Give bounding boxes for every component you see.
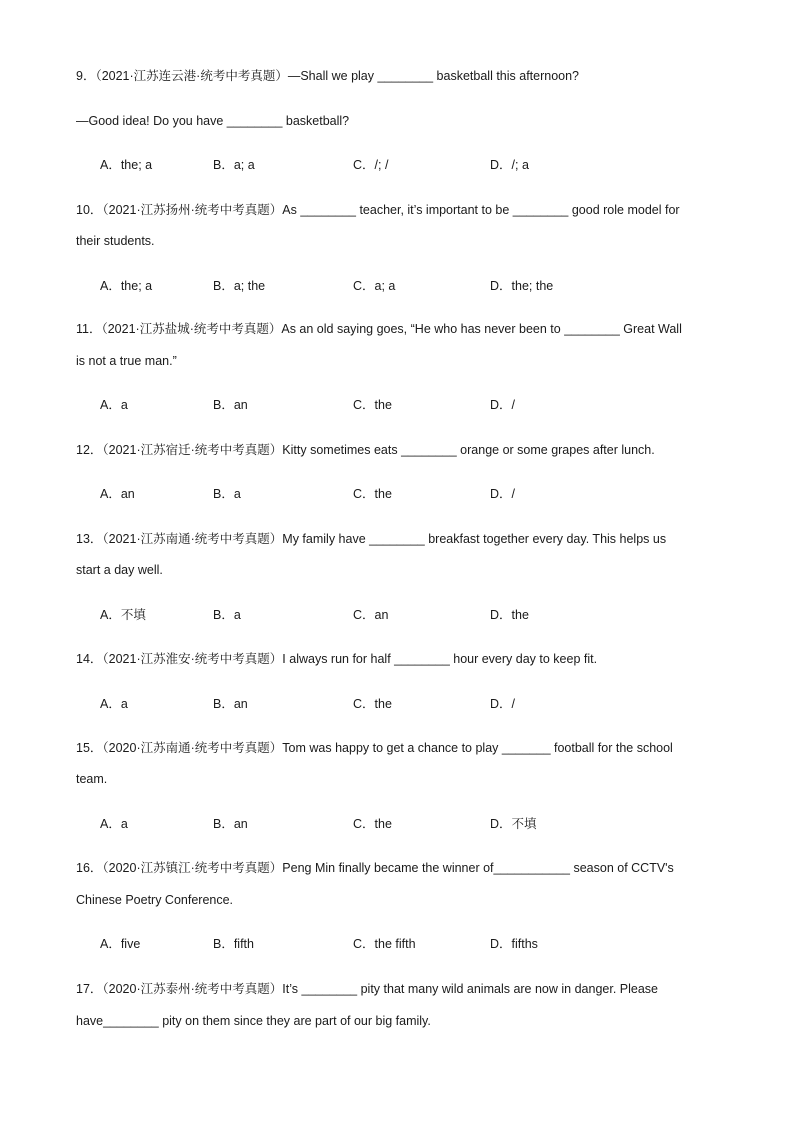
option-d[interactable]: D．the [490, 608, 529, 622]
question-text-continued: their students. [76, 234, 155, 248]
question-number: 17． [76, 982, 103, 996]
option-b[interactable]: B．an [213, 817, 248, 831]
option-b[interactable]: B．a; the [213, 279, 266, 293]
question-stem [76, 860, 674, 876]
question-text-continued: is not a true man.” [76, 354, 177, 368]
question-number: 14． [76, 652, 103, 666]
option-a[interactable]: A．不填 [100, 608, 146, 622]
question-text: My family have ________ breakfast together every day. This helps us [282, 532, 667, 546]
question-text: It’s ________ pity that many wild animals are now in danger. Please [282, 982, 658, 996]
question-source: （2021·江苏连云港·统考中考真题） [95, 69, 288, 83]
question-stem [76, 981, 658, 997]
question-stem [76, 68, 579, 84]
option-d[interactable]: D．fifths [490, 937, 538, 951]
question-source: （2021·江苏扬州·统考中考真题） [102, 203, 283, 217]
question-text-continued: Chinese Poetry Conference. [76, 893, 234, 907]
options-row [100, 607, 700, 623]
question-text-continued: have________ pity on them since they are part of our big family. [76, 1014, 431, 1028]
question-stem [76, 202, 680, 218]
question-stem [76, 321, 682, 337]
option-d[interactable]: D．/ [490, 487, 516, 501]
question-number: 11． [76, 322, 102, 336]
question-text: As ________ teacher, it’s important to be ________ good role model for [282, 203, 680, 217]
options-row [100, 486, 700, 502]
question-number: 12． [76, 443, 103, 457]
question-text: —Shall we play ________ basketball this afternoon? [287, 69, 580, 83]
question-text-continued: team. [76, 772, 108, 786]
option-a[interactable]: A．five [100, 937, 141, 951]
question-source: （2020·江苏南通·统考中考真题） [102, 741, 283, 755]
option-d[interactable]: D．/; a [490, 158, 529, 172]
options-row [100, 936, 700, 952]
question-text-continued: —Good idea! Do you have ________ basketball? [76, 114, 350, 128]
option-a[interactable]: A．an [100, 487, 135, 501]
option-c[interactable]: C．the [353, 697, 392, 711]
question-number: 10． [76, 203, 103, 217]
option-c[interactable]: C．an [353, 608, 389, 622]
options-row [100, 696, 700, 712]
option-d[interactable]: D．不填 [490, 817, 537, 831]
option-b[interactable]: B．a; a [213, 158, 255, 172]
options-row [100, 816, 700, 832]
option-c[interactable]: C．the fifth [353, 937, 416, 951]
option-d[interactable]: D．/ [490, 398, 516, 412]
question-stem [76, 531, 666, 547]
option-d[interactable]: D．the; the [490, 279, 554, 293]
option-b[interactable]: B．a [213, 487, 241, 501]
option-d[interactable]: D．/ [490, 697, 516, 711]
question-text-continued: start a day well. [76, 563, 163, 577]
question-source: （2020·江苏泰州·统考中考真题） [102, 982, 283, 996]
options-row [100, 157, 700, 173]
option-b[interactable]: B．a [213, 608, 241, 622]
question-number: 13． [76, 532, 103, 546]
option-a[interactable]: A．a [100, 398, 128, 412]
option-a[interactable]: A．the; a [100, 158, 153, 172]
question-text: Kitty sometimes eats ________ orange or some grapes after lunch. [282, 443, 655, 457]
question-source: （2020·江苏镇江·统考中考真题） [102, 861, 283, 875]
option-c[interactable]: C．/; / [353, 158, 389, 172]
question-source: （2021·江苏南通·统考中考真题） [102, 532, 283, 546]
question-stem [76, 442, 655, 458]
option-c[interactable]: C．a; a [353, 279, 396, 293]
options-row [100, 278, 700, 294]
option-a[interactable]: A．a [100, 817, 128, 831]
question-number: 16． [76, 861, 103, 875]
question-number: 9． [76, 69, 96, 83]
option-a[interactable]: A．the; a [100, 279, 153, 293]
question-text: Peng Min finally became the winner of___________ season of CCTV's [282, 861, 674, 875]
option-c[interactable]: C．the [353, 817, 392, 831]
option-a[interactable]: A．a [100, 697, 128, 711]
option-b[interactable]: B．an [213, 398, 248, 412]
question-source: （2021·江苏盐城·统考中考真题） [101, 322, 282, 336]
question-stem [76, 740, 673, 756]
option-b[interactable]: B．fifth [213, 937, 254, 951]
question-text: As an old saying goes, “He who has never been to ________ Great Wall [281, 322, 682, 336]
question-text: Tom was happy to get a chance to play _______ football for the school [282, 741, 673, 755]
question-source: （2021·江苏淮安·统考中考真题） [102, 652, 283, 666]
question-text: I always run for half ________ hour every day to keep fit. [282, 652, 598, 666]
option-b[interactable]: B．an [213, 697, 248, 711]
options-row [100, 397, 700, 413]
question-number: 15． [76, 741, 103, 755]
question-source: （2021·江苏宿迁·统考中考真题） [102, 443, 283, 457]
option-c[interactable]: C．the [353, 398, 392, 412]
question-stem [76, 651, 597, 667]
option-c[interactable]: C．the [353, 487, 392, 501]
